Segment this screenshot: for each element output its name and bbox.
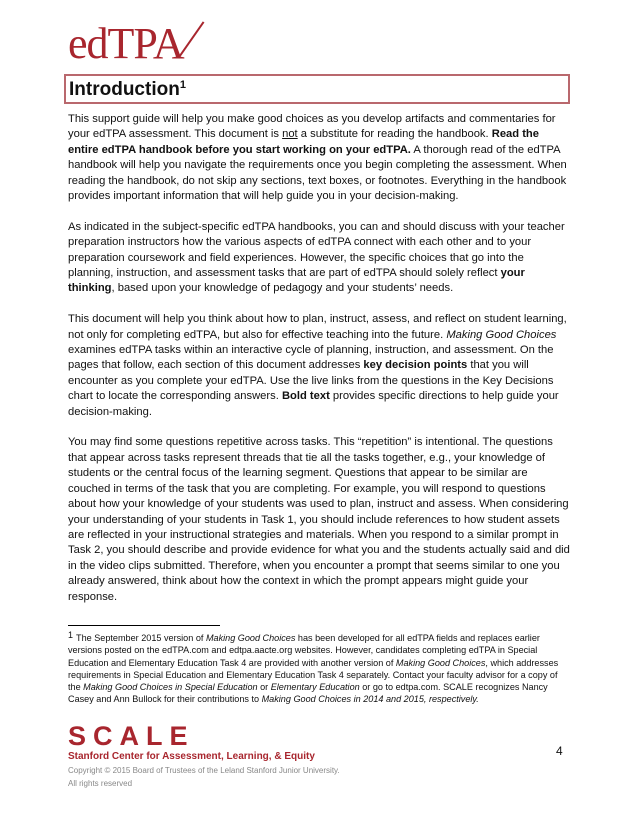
copyright-line-1: Copyright © 2015 Board of Trustees of the Leland Stanford Junior University. bbox=[68, 766, 340, 775]
text-run: A thorough read of the edTPA handbook will help you navigate the requirements once you begin completing the assessment. When reading the handbook, do not skip any sections, text boxes, or footnotes. Everything in the handbook provides important information that will help guide you in your decision-making. bbox=[68, 143, 567, 203]
text-run: As indicated in the subject-specific edTPA handbooks, you can and should discuss with your teacher preparation instructors how the various aspects of edTPA connect with each other and to your preparation coursework and field experiences. However, the specific choices that go into the planning, instruction, and assessment tasks that are part of edTPA should solely reflect bbox=[68, 220, 565, 280]
scale-full-name: Stanford Center for Assessment, Learning, & Equity bbox=[68, 751, 315, 762]
logo-tpa: TPA bbox=[107, 19, 184, 68]
logo-ed: ed bbox=[68, 19, 108, 68]
paragraph-3 bbox=[68, 312, 570, 420]
text-run: a substitute for reading the handbook. bbox=[297, 128, 492, 141]
emphasis-bold: Read the entire edTPA handbook before you start working on your edTPA. bbox=[68, 128, 539, 156]
emphasis-bold: Bold text bbox=[281, 390, 330, 403]
text-run: or go to edtpa.com. SCALE recognizes Nancy Casey and Ann Bullock for their contributions to bbox=[68, 682, 548, 705]
text-run: This support guide will help you make good choices as you develop artifacts and commentaries for your edTPA assessment. This document is bbox=[68, 113, 556, 141]
text-run: or bbox=[257, 682, 271, 693]
paragraph-1 bbox=[68, 112, 570, 204]
emphasis-italic: Making Good Choices bbox=[446, 328, 557, 341]
text-run: that you will encounter as you complete your edTPA. Use the live links from the questions in the Key Decisions chart to locate the corresponding answers. bbox=[68, 359, 554, 403]
text-run: provides specific directions to help guide your decision-making. bbox=[68, 390, 559, 418]
emphasis-bold: key decision points bbox=[363, 359, 468, 372]
text-run: has been developed for all edTPA fields and replaces earlier versions posted on the edTPA.com and edtpa.aacte.org websites. However, candidates completing edTPA in Special Education and Elementary Education Task 4 are provided with another version of bbox=[68, 633, 540, 668]
scale-logo: SCALE bbox=[68, 721, 195, 751]
text-run: , which addresses requirements in Special Education and Elementary Education Task 4 separately. Contact your faculty advisor for a copy of the bbox=[68, 657, 559, 693]
text-run: This document will help you think about how to plan, instruct, assess, and reflect on student learning, not only for completing edTPA, but also for effective teaching into the future. bbox=[68, 313, 567, 341]
emphasis-italic: Making Good Choices in Special Education bbox=[83, 682, 258, 693]
footnote-ref[interactable]: 1 bbox=[179, 79, 186, 91]
text-run: You may find some questions repetitive across tasks. This “repetition” is intentional. The questions that appear across tasks represent threads that tie all the tasks together, e.g., your knowledge of students or the central focus of the learning segment. Questions that appear to be similar are couched in terms of the task that you are completing. For example, you will respond to questions about how your knowledge of your students was used to plan, instruct and assess. When considering your understanding of your students in Task 1, you should include references to how student assets are reflected in your instructional strategies and materials. When you respond to a similar prompt in Task 2, you should describe and provide evidence for what you and the students actually said and did in the video clips submitted. Therefore, when you encounter a prompt that seems similar to one you already answered, think about how the context in which the prompt appears might guide your response. bbox=[68, 436, 570, 603]
footnote bbox=[68, 632, 570, 706]
paragraph-4 bbox=[68, 435, 570, 604]
emphasis-underline: not bbox=[282, 128, 298, 141]
emphasis-bold: your thinking bbox=[68, 267, 525, 295]
section-title-box bbox=[64, 74, 570, 104]
emphasis-italic: Making Good Choices bbox=[395, 657, 486, 668]
footnote-marker: 1 bbox=[68, 630, 74, 640]
page-title-text: Introduction bbox=[69, 79, 180, 100]
emphasis-italic: Elementary Education bbox=[270, 682, 360, 693]
paragraph-2 bbox=[68, 220, 570, 297]
text-run: examines edTPA tasks within an interactive cycle of planning, instruction, and assessment. On the pages that follow, each section of this document addresses bbox=[68, 344, 554, 372]
emphasis-italic: Making Good Choices in 2014 and 2015, respectively. bbox=[261, 694, 479, 705]
page-title bbox=[69, 79, 186, 101]
body-text bbox=[68, 112, 570, 620]
text-run: , based upon your knowledge of pedagogy and your students’ needs. bbox=[111, 282, 454, 295]
text-run: The September 2015 version of bbox=[76, 633, 206, 643]
emphasis-italic: Making Good Choices bbox=[205, 633, 296, 643]
footnote-divider bbox=[68, 625, 220, 626]
page-number: 4 bbox=[556, 744, 563, 758]
edtpa-logo bbox=[68, 19, 184, 68]
copyright-line-2: All rights reserved bbox=[68, 779, 133, 788]
copyright bbox=[68, 764, 340, 790]
